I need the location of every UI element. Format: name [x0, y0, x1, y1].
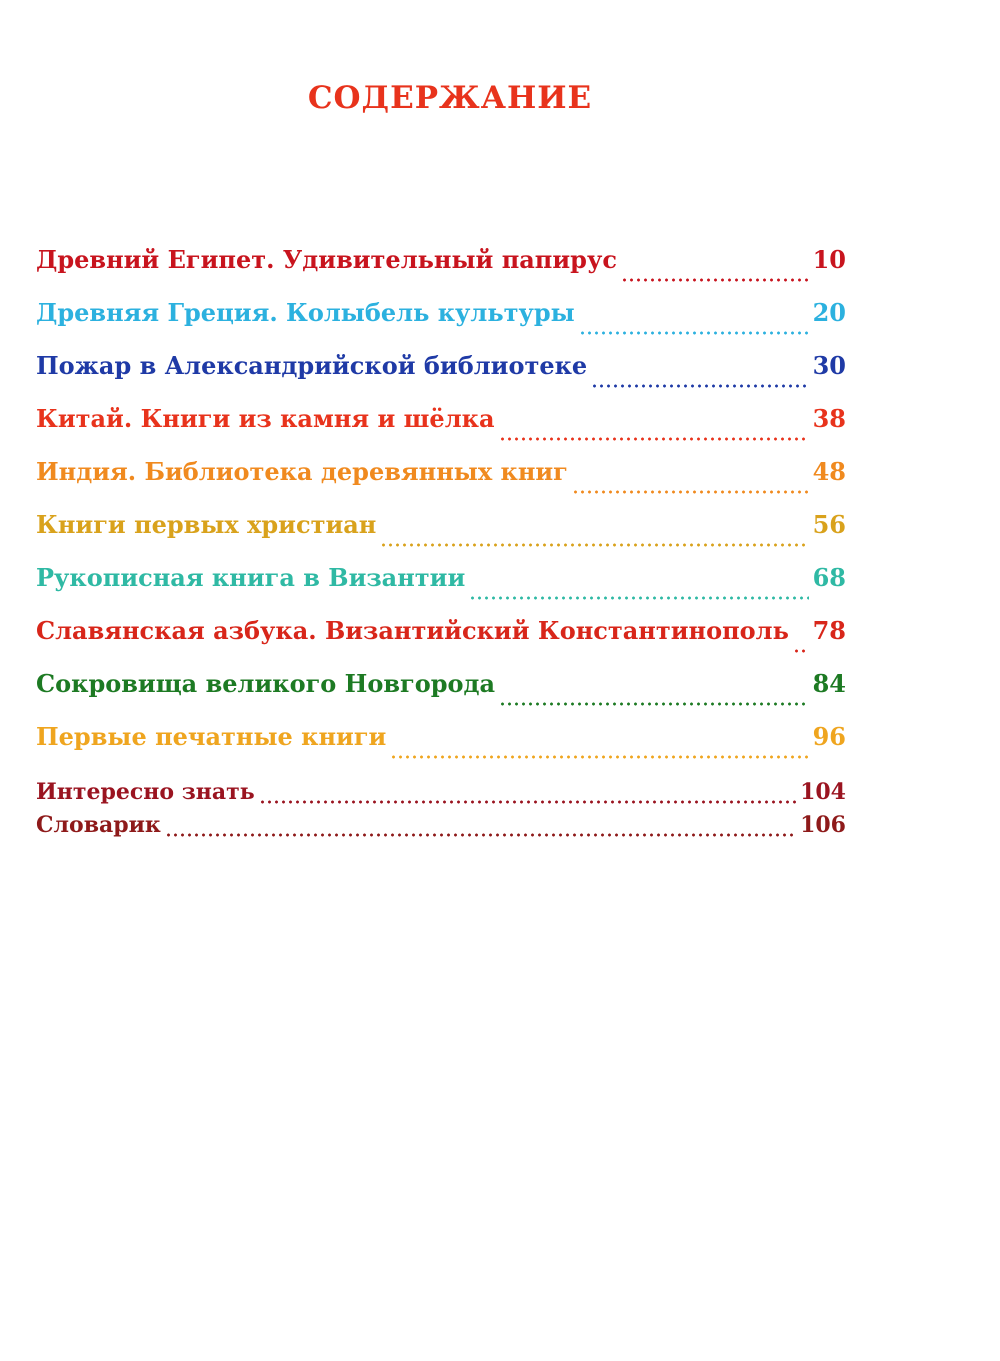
- toc-entry-title: Пожар в Александрийской библиотеке: [36, 351, 588, 380]
- toc-entry-title: Словарик: [36, 812, 161, 838]
- toc-entry-page: 78: [812, 616, 846, 645]
- toc-entry-title: Книги первых христиан: [36, 510, 377, 539]
- dot-leader: [591, 384, 808, 388]
- toc-entry[interactable]: [36, 510, 846, 563]
- toc-entry-page: 48: [812, 457, 846, 486]
- toc-entry[interactable]: [36, 722, 846, 775]
- toc-entry-page: 30: [812, 351, 846, 380]
- toc-entry[interactable]: [36, 779, 846, 812]
- toc-entry-page: 38: [812, 404, 846, 433]
- toc-entry-title: Китай. Книги из камня и шёлка: [36, 404, 495, 433]
- toc-entry-page: 104: [800, 779, 846, 805]
- toc-entry-page: 20: [812, 298, 846, 327]
- toc-entry-title: Древняя Греция. Колыбель культуры: [36, 298, 575, 327]
- dot-leader: [259, 800, 796, 804]
- dot-leader: [390, 755, 808, 759]
- dot-leader: [499, 437, 809, 441]
- dot-leader: [579, 331, 809, 335]
- toc-entry-title: Древний Египет. Удивительный папирус: [36, 245, 617, 274]
- toc-entry-title: Первые печатные книги: [36, 722, 387, 751]
- dot-leader: [165, 833, 796, 837]
- toc-entry-page: 84: [812, 669, 846, 698]
- toc-entry[interactable]: [36, 812, 846, 845]
- toc-entry-title: Сокровища великого Новгорода: [36, 669, 496, 698]
- toc-entry-title: Индия. Библиотека деревянных книг: [36, 457, 568, 486]
- dot-leader: [499, 702, 809, 706]
- toc-entry-page: 96: [812, 722, 846, 751]
- toc-entry[interactable]: [36, 457, 846, 510]
- toc-entry-title: Славянская азбука. Византийский Константинополь: [36, 616, 789, 645]
- toc-entry[interactable]: [36, 616, 846, 669]
- dot-leader: [621, 278, 809, 282]
- toc-entry-page: 68: [812, 563, 846, 592]
- toc-entry-page: 10: [812, 245, 846, 274]
- toc-entry-title: Интересно знать: [36, 779, 255, 805]
- toc-entry[interactable]: [36, 245, 846, 298]
- toc-entry-page: 56: [812, 510, 846, 539]
- dot-leader: [793, 649, 809, 653]
- toc-entry[interactable]: [36, 563, 846, 616]
- page-title: СОДЕРЖАНИЕ: [307, 80, 593, 116]
- toc-entry[interactable]: [36, 351, 846, 404]
- dot-leader: [380, 543, 808, 547]
- dot-leader: [469, 596, 808, 600]
- table-of-contents: [36, 245, 846, 845]
- dot-leader: [572, 490, 809, 494]
- toc-entry-page: 106: [800, 812, 846, 838]
- toc-entry[interactable]: [36, 298, 846, 351]
- toc-entry[interactable]: [36, 404, 846, 457]
- toc-entry-title: Рукописная книга в Византии: [36, 563, 466, 592]
- toc-entry[interactable]: [36, 669, 846, 722]
